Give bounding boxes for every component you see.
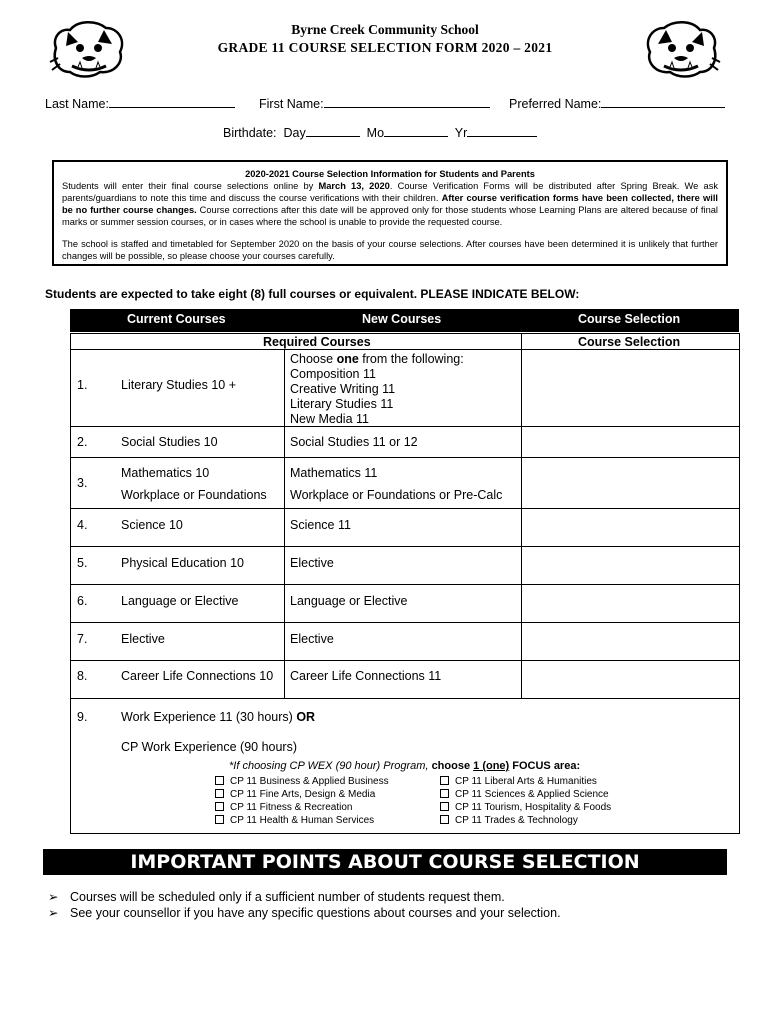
info-title: 2020-2021 Course Selection Information for Students and Parents xyxy=(245,169,535,179)
birthdate-field[interactable] xyxy=(223,124,537,140)
focus-option[interactable]: CP 11 Tourism, Hospitality & Foods xyxy=(440,801,611,814)
row-1-number: 1. xyxy=(77,378,88,392)
month-label: Mo xyxy=(366,126,385,140)
focus-option[interactable]: CP 11 Fine Arts, Design & Media xyxy=(215,788,389,801)
preferred-name-label: Preferred Name: xyxy=(509,97,602,111)
info-paragraph-1: Students will enter their final course selections online by March 13, 2020. Course Verification Forms will be distributed after Spring Break. We ask parents/guardians to note this time and discuss the course verifications with their children. After course verification forms have been collected, there will be no further course changes. Course corrections after this date will be approved only for those students whose Learning Plans are altered because of final marks or summer session courses, or in cases where the school is unable to provide the requested course. xyxy=(62,181,718,227)
focus-options-left xyxy=(215,775,389,827)
checkbox-icon[interactable] xyxy=(440,802,449,811)
checkbox-icon[interactable] xyxy=(440,815,449,824)
row-1-option: Literary Studies 11 xyxy=(290,397,394,411)
row-4-new: Science 11 xyxy=(290,518,351,532)
first-name-label: First Name: xyxy=(259,97,324,111)
row-9-number: 9. xyxy=(77,710,88,724)
day-label: Day xyxy=(283,126,306,140)
arrow-bullet-icon: ➢ xyxy=(48,906,59,920)
header-course-selection: Course Selection xyxy=(578,312,681,326)
row-5-current: Physical Education 10 xyxy=(121,556,244,570)
year-label: Yr xyxy=(454,126,468,140)
subheader-required-courses: Required Courses xyxy=(263,335,371,349)
row-7-number: 7. xyxy=(77,632,88,646)
focus-option[interactable]: CP 11 Trades & Technology xyxy=(440,814,611,827)
row-1-option: New Media 11 xyxy=(290,412,369,426)
header-current-courses: Current Courses xyxy=(127,312,226,326)
form-title: GRADE 11 COURSE SELECTION FORM 2020 – 2021 xyxy=(217,40,553,55)
focus-option[interactable]: CP 11 Business & Applied Business xyxy=(215,775,389,788)
month-input[interactable] xyxy=(384,124,448,137)
row-6-current: Language or Elective xyxy=(121,594,239,608)
focus-options-right xyxy=(440,775,611,827)
focus-option[interactable]: CP 11 Liberal Arts & Humanities xyxy=(440,775,611,788)
first-name-field[interactable] xyxy=(259,95,490,111)
row-3-selection-cell[interactable] xyxy=(522,458,738,507)
info-box xyxy=(52,160,728,266)
row-3-current: Mathematics 10 xyxy=(121,466,210,480)
row-9-cp-work-experience: CP Work Experience (90 hours) xyxy=(121,740,298,754)
row-6-new: Language or Elective xyxy=(290,594,408,608)
last-name-field[interactable] xyxy=(45,95,235,111)
important-points-banner: IMPORTANT POINTS ABOUT COURSE SELECTION xyxy=(43,849,727,875)
header-new-courses: New Courses xyxy=(362,312,442,326)
row-7-current: Elective xyxy=(121,632,165,646)
row-8-new: Career Life Connections 11 xyxy=(290,669,442,683)
row-4-current: Science 10 xyxy=(121,518,183,532)
row-2-selection-cell[interactable] xyxy=(522,427,738,456)
preferred-name-field[interactable] xyxy=(509,95,725,111)
row-8-selection-cell[interactable] xyxy=(522,661,738,697)
row-3-current-alt: Workplace or Foundations xyxy=(121,488,267,502)
row-4-number: 4. xyxy=(77,518,88,532)
row-1-option: Composition 11 xyxy=(290,367,376,381)
day-input[interactable] xyxy=(306,124,360,137)
checkbox-icon[interactable] xyxy=(215,776,224,785)
table-header xyxy=(70,309,739,332)
row-1-option: Creative Writing 11 xyxy=(290,382,396,396)
row-7-new: Elective xyxy=(290,632,334,646)
arrow-bullet-icon: ➢ xyxy=(48,890,59,904)
row-1-current: Literary Studies 10 + xyxy=(121,378,236,392)
birthdate-label: Birthdate: xyxy=(223,126,277,140)
instructions-text: Students are expected to take eight (8) full courses or equivalent. PLEASE INDICATE BELOW: xyxy=(45,287,580,301)
focus-option[interactable]: CP 11 Health & Human Services xyxy=(215,814,389,827)
row-2-new: Social Studies 11 or 12 xyxy=(290,435,418,449)
checkbox-icon[interactable] xyxy=(215,789,224,798)
info-paragraph-2: The school is staffed and timetabled for September 2020 on the basis of your course selections. After courses have been determined it is unlikely that further changes will be possible, so please choose your courses carefully. xyxy=(62,239,718,261)
row-3-number: 3. xyxy=(77,476,88,490)
row-1-choose: Choose one from the following: xyxy=(290,352,464,366)
row-6-selection-cell[interactable] xyxy=(522,585,738,621)
row-8-number: 8. xyxy=(77,669,88,683)
last-name-label: Last Name: xyxy=(45,97,109,111)
row-5-number: 5. xyxy=(77,556,88,570)
subheader-course-selection: Course Selection xyxy=(578,335,681,349)
row-5-new: Elective xyxy=(290,556,334,570)
row-1-selection-cell[interactable] xyxy=(522,350,738,425)
point-item: ➢ See your counsellor if you have any specific questions about courses and your selection. xyxy=(48,906,561,920)
school-name: Byrne Creek Community School xyxy=(291,22,479,37)
row-9-work-experience: Work Experience 11 (30 hours) OR xyxy=(121,710,316,724)
focus-option[interactable]: CP 11 Sciences & Applied Science xyxy=(440,788,611,801)
row-2-current: Social Studies 10 xyxy=(121,435,218,449)
checkbox-icon[interactable] xyxy=(215,815,224,824)
row-8-current: Career Life Connections 10 xyxy=(121,669,274,683)
row-7-selection-cell[interactable] xyxy=(522,623,738,659)
checkbox-icon[interactable] xyxy=(440,776,449,785)
row-3-new-alt: Workplace or Foundations or Pre-Calc xyxy=(290,488,503,502)
row-2-number: 2. xyxy=(77,435,88,449)
focus-option[interactable]: CP 11 Fitness & Recreation xyxy=(215,801,389,814)
checkbox-icon[interactable] xyxy=(215,802,224,811)
row-9-focus-note: *If choosing CP WEX (90 hour) Program, choose 1 (one) FOCUS area: xyxy=(229,760,581,772)
point-item: ➢ Courses will be scheduled only if a sufficient number of students request them. xyxy=(48,890,505,904)
row-3-new: Mathematics 11 xyxy=(290,466,378,480)
checkbox-icon[interactable] xyxy=(440,789,449,798)
year-input[interactable] xyxy=(467,124,537,137)
row-4-selection-cell[interactable] xyxy=(522,509,738,545)
row-5-selection-cell[interactable] xyxy=(522,547,738,583)
row-6-number: 6. xyxy=(77,594,88,608)
